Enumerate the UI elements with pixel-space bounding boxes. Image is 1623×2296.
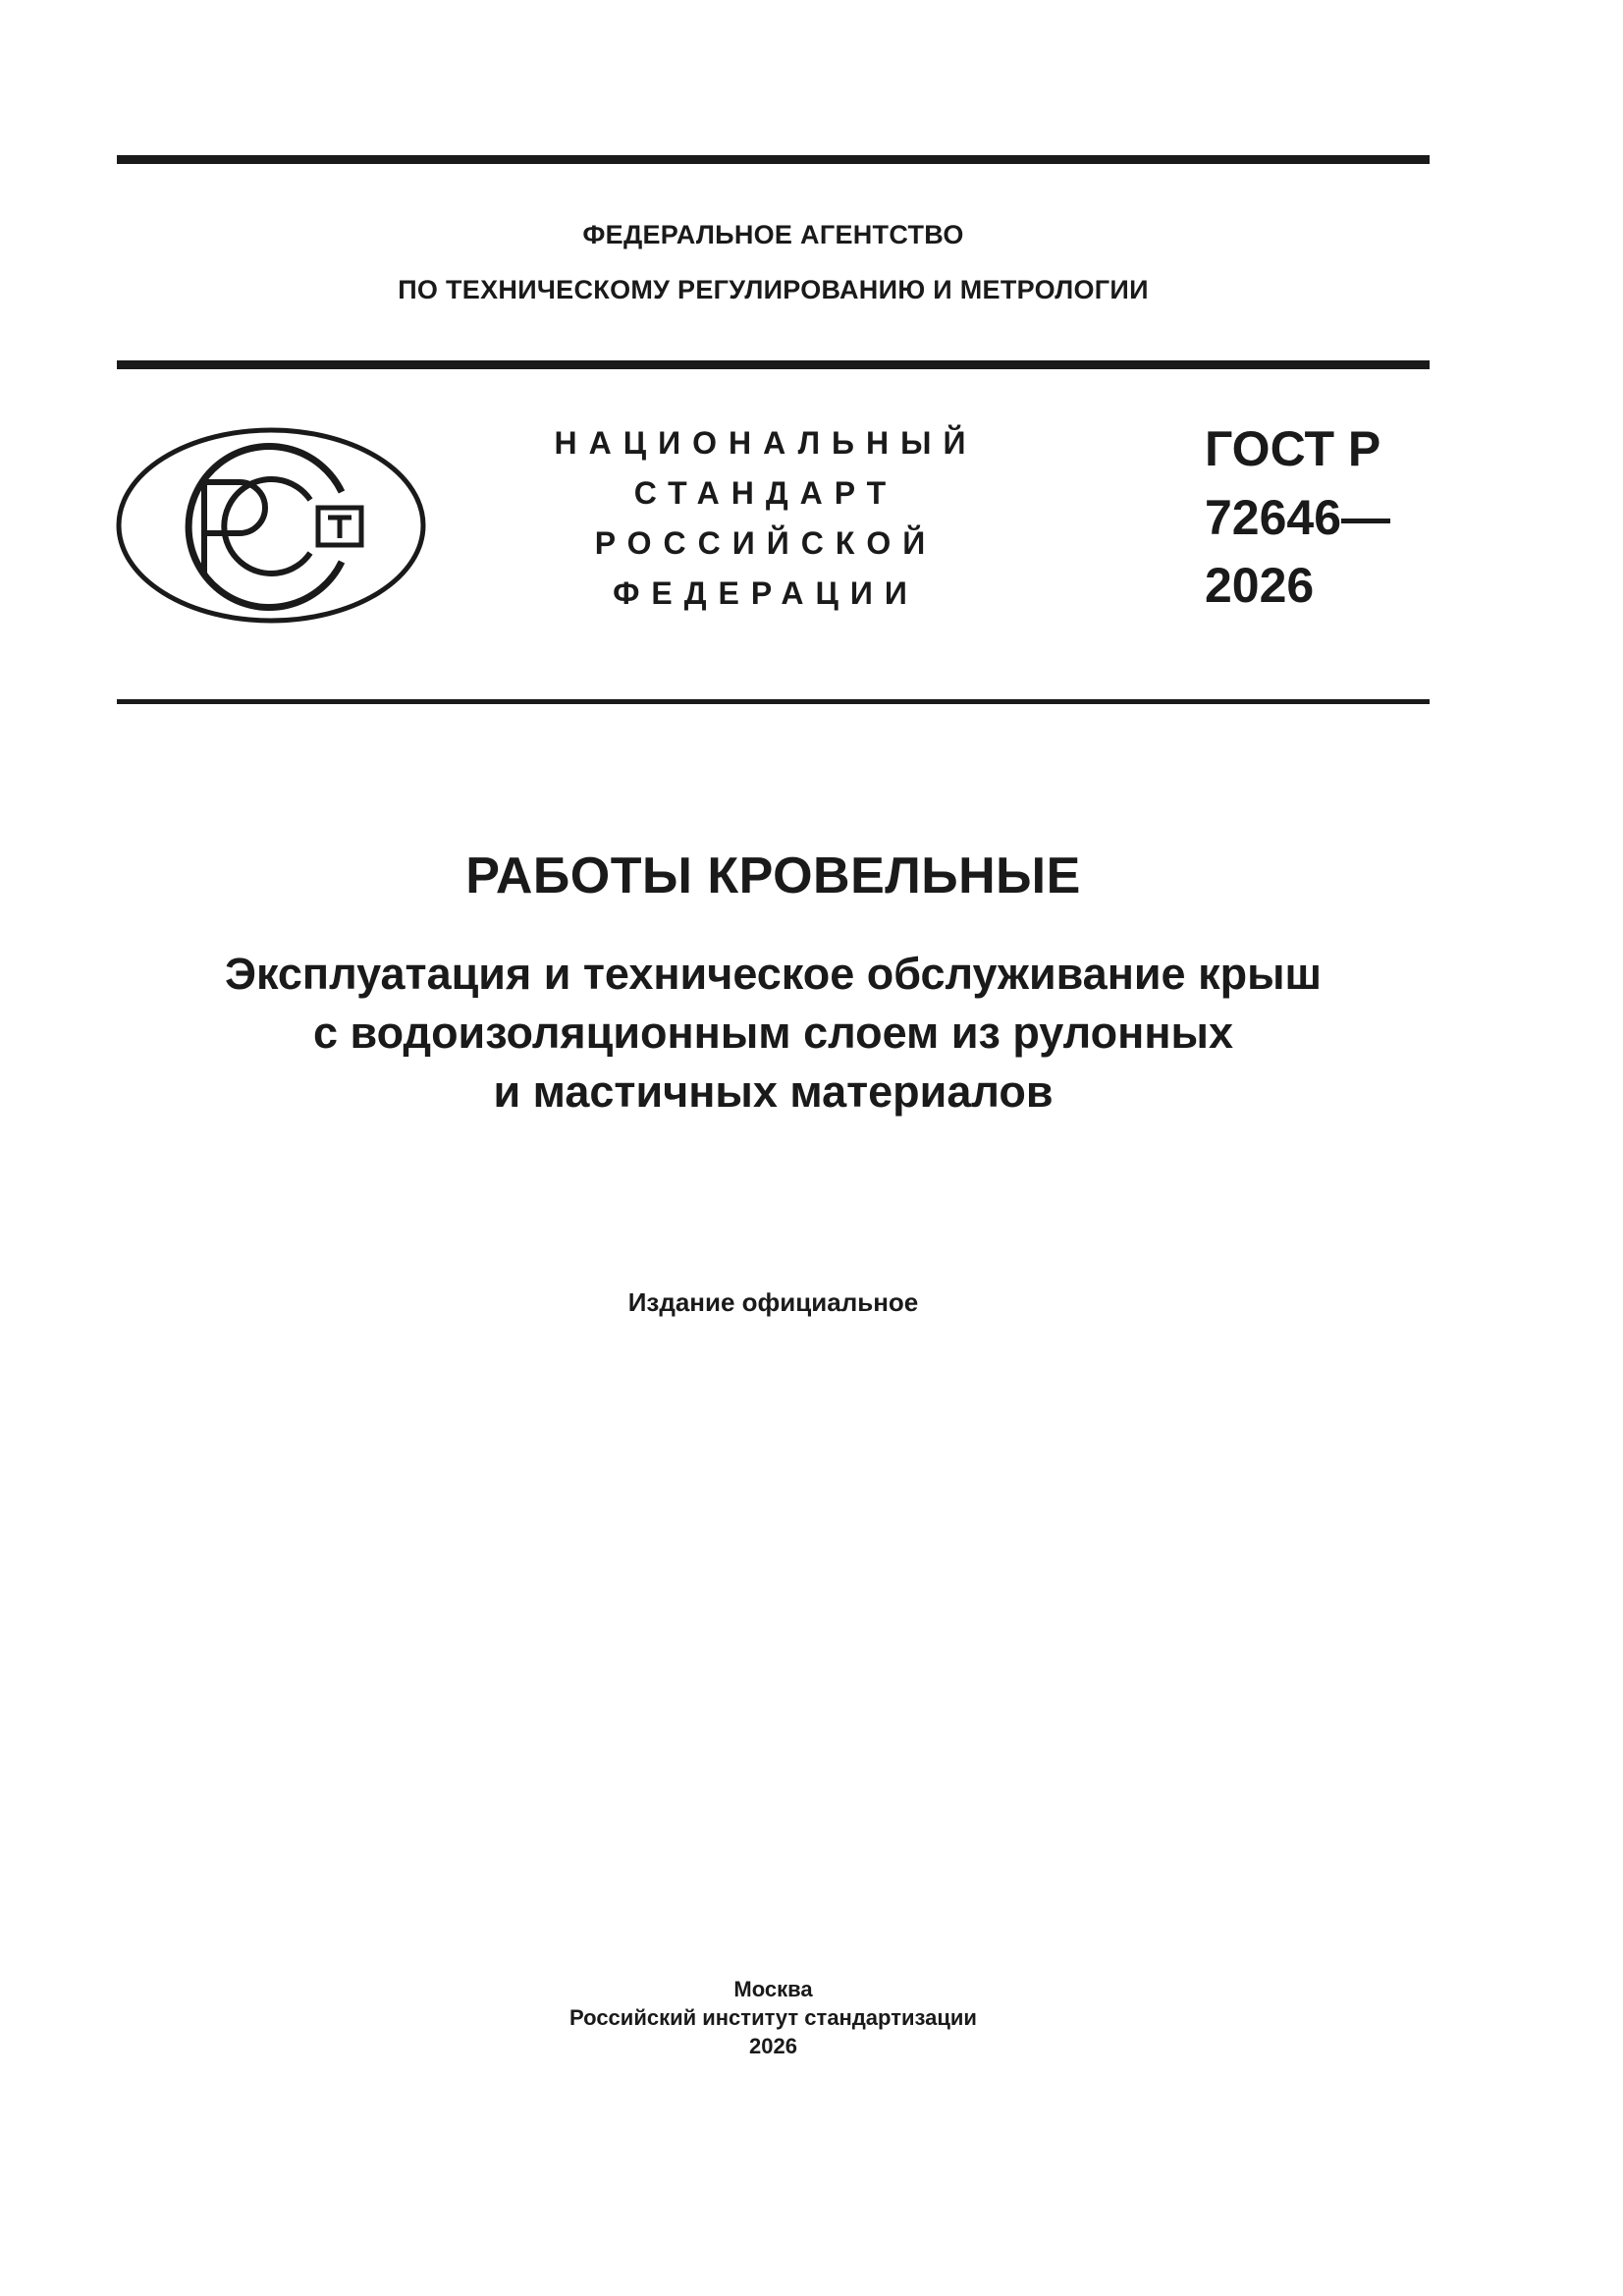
designation-line2: 72646— xyxy=(1205,490,1391,545)
standard-type-line4: ФЕДЕРАЦИИ xyxy=(613,575,919,611)
document-subtitle-line2: с водоизоляционным слоем из рулонных xyxy=(313,1008,1233,1058)
standard-type-line1: НАЦИОНАЛЬНЫЙ xyxy=(554,425,978,461)
standard-type-line3: РОССИЙСКОЙ xyxy=(594,525,938,561)
section-rule xyxy=(117,699,1430,704)
agency-name-line2: ПО ТЕХНИЧЕСКОМУ РЕГУЛИРОВАНИЮ И МЕТРОЛОГИИ xyxy=(398,275,1149,304)
document-subtitle-line3: и мастичных материалов xyxy=(493,1066,1054,1117)
document-title: РАБОТЫ КРОВЕЛЬНЫЕ xyxy=(465,847,1081,904)
imprint-city: Москва xyxy=(733,1977,813,2001)
standard-type-line2: СТАНДАРТ xyxy=(633,475,898,511)
designation-line3: 2026 xyxy=(1205,558,1315,613)
imprint-year: 2026 xyxy=(749,2034,797,2058)
edition-label: Издание официальное xyxy=(627,1287,919,1317)
header-rule xyxy=(117,360,1430,369)
document-subtitle-line1: Эксплуатация и техническое обслуживание крыш xyxy=(224,949,1323,999)
rst-certification-mark-icon xyxy=(114,425,428,626)
imprint-publisher: Российский институт стандартизации xyxy=(569,2005,977,2030)
designation-line1: ГОСТ Р xyxy=(1205,421,1381,476)
agency-name-line1: ФЕДЕРАЛЬНОЕ АГЕНТСТВО xyxy=(582,220,964,249)
top-rule xyxy=(117,155,1430,164)
